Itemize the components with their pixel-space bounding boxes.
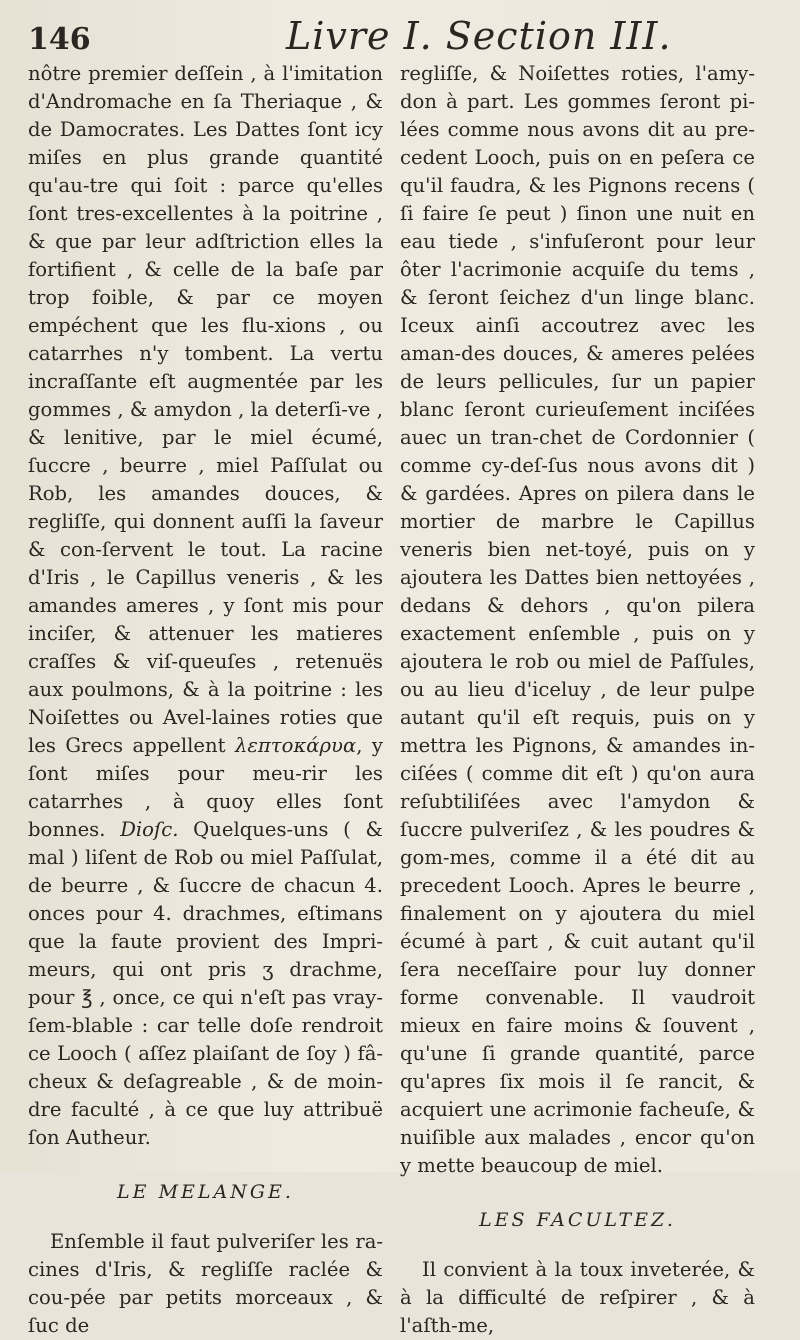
page-number: 146 bbox=[28, 22, 91, 57]
greek-word: λεπτοκάρυα bbox=[235, 734, 357, 757]
right-paragraph-1: regliſſe, & Noiſettes roties, l'amy-don à part. Les gommes ſeront pi-lées comme nous avons dit au pre-cedent Looch, puis on en peſera ce qu'il faudra, & les Pignons recens ( ſi faire ſe peut ) ſinon une nuit en eau tiede , s'infuſeront pour leur ôter l'acrimonie acquiſe du tems , & ſeront ſeichez d'un linge blanc. Iceux ainſi accoutrez avec les aman-des douces, & ameres pelées de leurs pellicules, ſur un papier blanc ſeront curieuſement inciſées auec un tran-chet de Cordonnier ( comme cy-deſ-ſus nous avons dit ) & gardées. Apres on pilera dans le mortier de marbre le Capillus veneris bien net-toyé, puis on y ajoutera les Dattes bien nettoyées , dedans & dehors , qu'on pilera exactement enſemble , puis on y ajoutera le rob ou miel de Paſſules, ou au lieu d'iceluy , de leur pulpe autant qu'il eſt requis, puis on y mettra les Pignons, & amandes in-ciſées ( comme dit eſt ) qu'on aura reſubtiliſées avec l'amydon & ſuccre pulveriſez , & les poudres & gom-mes, comme il a été dit au precedent Looch. Apres le beurre , finalement on y ajoutera du miel écumé à part , & cuit autant qu'il ſera neceſſaire pour luy donner forme convenable. Il vaudroit mieux en faire moins & ſouvent , qu'une ſi grande quantité, parce qu'apres ſix mois il ſe rancit, & acquiert une acrimonie facheuſe, & nuiſible aux malades , encor qu'on y mette beaucoup de miel. bbox=[400, 62, 755, 1177]
left-text-1b: , y ſont miſes pour meu-rir les catarrhes , à quoy elles ſont bonnes. bbox=[28, 734, 383, 841]
left-text-1c: Quelques-uns ( & mal ) liſent de Rob ou miel Paſſulat, de beurre , & ſuccre de chacun 4. onces pour 4. drachmes, eſtimans que la faute provient des Impri-meurs, qui ont pris ʒ drachme, pour ℥ , once, ce qui n'eſt pas vray-ſem-blable : car telle doſe rendroit ce Looch ( aſſez plaiſant de ſoy ) fâ-cheux & deſagreable , & de moin-dre faculté , à ce que luy attribuë ſon Autheur. bbox=[28, 818, 383, 1149]
page-header bbox=[28, 14, 776, 66]
section-heading-facultez: LES FACULTEZ. bbox=[479, 1209, 676, 1231]
right-paragraph-2: Il convient à la toux inveterée, & à la difficulté de reſpirer , & à l'aſth-me, bbox=[400, 1258, 755, 1337]
left-text-1: nôtre premier deſſein , à l'imitation d'Andromache en ſa Theriaque , & de Damocrates. Les Dattes ſont icy miſes en plus grande quantité qu'au-tre qui ſoit : parce qu'elles ſont tres-excellentes à la poitrine , & que par leur adſtriction elles la fortifient , & celle de la baſe par trop foible, & par ce moyen empéchent que les flu-xions , ou catarrhes n'y tombent. La vertu incraſſante eſt augmentée par les gommes , & amydon , la deterſi-ve , & lenitive, par le miel écumé, ſuccre , beurre , miel Paſſulat ou Rob, les amandes douces, & regliſſe, qui donnent auſſi la ſaveur & con-ſervent le tout. La racine d'Iris , le Capillus veneris , & les amandes ameres , y ſont mis pour inciſer, & attenuer les matieres craſſes & viſ-queuſes , retenuës aux poulmons, & à la poitrine : les Noiſettes ou Avel-laines roties que les Grecs appellent bbox=[28, 62, 383, 757]
running-title: Livre I. Section III. bbox=[286, 14, 672, 58]
left-paragraph-2: Enſemble il faut pulveriſer les ra-cines d'Iris, & regliſſe raclée & cou-pée par petits morceaux , & ſuc de bbox=[28, 1230, 383, 1337]
section-heading-melange: LE MELANGE. bbox=[117, 1181, 294, 1203]
right-column bbox=[400, 60, 755, 1340]
left-column bbox=[28, 60, 383, 1340]
source-citation: Dioſc. bbox=[120, 818, 179, 841]
left-paragraph-1 bbox=[28, 60, 383, 1152]
